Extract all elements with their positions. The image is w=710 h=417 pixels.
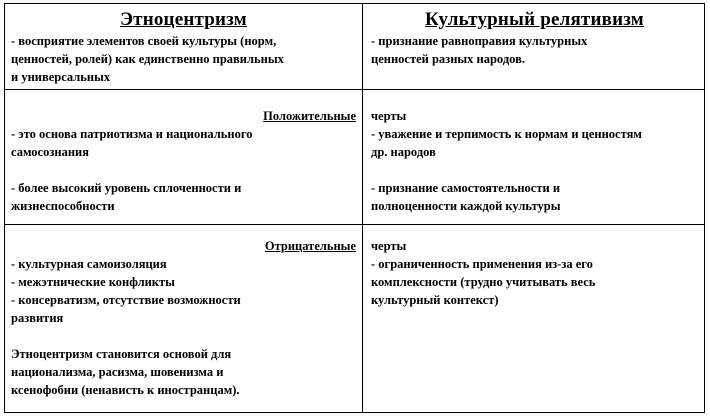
positive-right-item2-line-1: - признание самостоятельности и [371,181,561,195]
positive-traits-label: черты [371,109,407,123]
comparison-table [4,3,705,413]
ethnocentrism-def-line-1: - восприятие элементов своей культуры (норм, [11,34,277,48]
positive-right-item1-line-2: др. народов [371,145,436,159]
positive-left-item2-line-2: жизнеспособности [11,199,115,213]
positive-label: Положительные [263,109,356,123]
positive-left-item1-line-1: - это основа патриотизма и национального [11,127,253,141]
positive-left-item1-line-2: самосознания [11,145,89,159]
ethnocentrism-def-line-2: ценностей, ролей) как единственно правильных [11,52,284,66]
negative-note-line-2: национализма, расизма, шовенизма и [11,365,224,379]
negative-left-cell [5,237,362,399]
negative-right-item-line-2: комплексности (трудно учитывать весь [371,275,596,289]
ethnocentrism-title: Этноцентризм [120,9,247,30]
negative-right-cell [363,237,704,309]
negative-left-item-3: - консерватизм, отсутствие возможности [11,293,241,307]
negative-left-item-4: развития [11,311,64,325]
positive-left-cell [5,107,362,215]
negative-traits-label: черты [371,239,407,253]
positive-right-cell [363,107,704,215]
negative-left-item-1: - культурная самоизоляция [11,257,167,271]
relativism-def-line-1: - признание равноправия культурных [371,34,588,48]
negative-note-line-1: Этноцентризм становится основой для [11,347,232,361]
relativism-def-line-2: ценностей разных народов. [371,52,525,66]
positive-right-item2-line-2: полноценности каждой культуры [371,199,561,213]
negative-left-item-2: - межэтнические конфликты [11,275,175,289]
negative-label: Отрицательные [264,239,356,253]
negative-right-item-line-1: - ограниченность применения из-за его [371,257,593,271]
header-left-cell [5,9,362,86]
positive-right-item1-line-1: - уважение и терпимость к нормам и ценностям [371,127,642,141]
relativism-title: Культурный релятивизм [425,9,644,30]
row-divider-1 [5,89,704,90]
negative-note-line-3: ксенофобии (ненависть к иностранцам). [11,383,240,397]
negative-right-item-line-3: культурный контекст) [371,293,499,307]
ethnocentrism-def-line-3: и универсальных [11,70,111,84]
header-right-cell [363,9,704,68]
positive-left-item2-line-1: - более высокий уровень сплоченности и [11,181,242,195]
row-divider-2 [5,224,704,225]
